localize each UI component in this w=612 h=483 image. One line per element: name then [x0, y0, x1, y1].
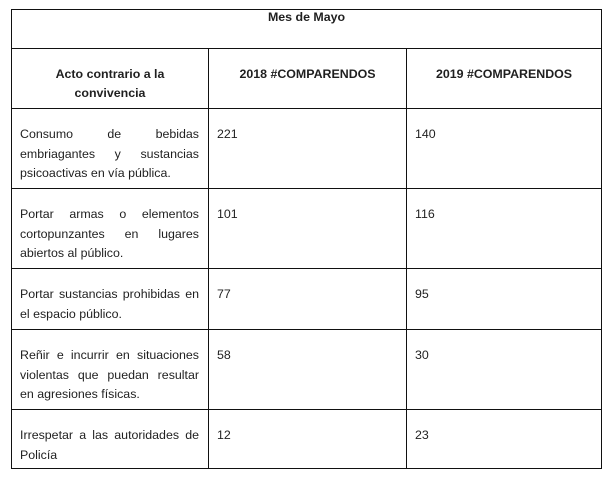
value-2018: 101: [217, 207, 238, 221]
value-2019: 140: [415, 127, 436, 141]
act-text: Reñir e incurrir en situaciones violentas que puedan resultar en agresiones físicas.: [20, 348, 199, 401]
value-2019-cell: [407, 109, 602, 189]
value-2018: 58: [217, 348, 231, 362]
value-2019-cell: [407, 330, 602, 410]
value-2019-cell: [407, 410, 602, 469]
header-2018-label: 2018 #COMPARENDOS: [239, 67, 376, 81]
value-2018-cell: [209, 330, 407, 410]
value-2018-cell: [209, 189, 407, 269]
value-2018: 77: [217, 287, 231, 301]
header-act-label: Acto contrario a la convivencia: [55, 67, 165, 100]
header-2019-label: 2019 #COMPARENDOS: [435, 67, 573, 81]
act-text: Portar armas o elementos cortopunzantes en lugares abiertos al público.: [20, 207, 199, 260]
value-2018: 12: [217, 428, 231, 442]
comparendos-table: [11, 9, 602, 469]
value-2019-cell: [407, 269, 602, 330]
table-title: Mes de Mayo: [12, 10, 602, 49]
table-row: [12, 109, 602, 189]
act-text: Portar sustancias prohibidas en el espacio público.: [20, 287, 199, 321]
table-row: [12, 189, 602, 269]
value-2019: 23: [415, 428, 429, 442]
value-2018: 221: [217, 127, 238, 141]
value-2018-cell: [209, 410, 407, 469]
value-2019: 95: [415, 287, 429, 301]
table-row: [12, 269, 602, 330]
act-cell: [12, 410, 209, 469]
value-2019-cell: [407, 189, 602, 269]
value-2018-cell: [209, 269, 407, 330]
title-row: [12, 10, 602, 49]
act-text: Irrespetar a las autoridades de Policía: [20, 428, 199, 462]
act-cell: [12, 189, 209, 269]
value-2019: 116: [415, 207, 435, 221]
act-cell: [12, 330, 209, 410]
value-2018-cell: [209, 109, 407, 189]
header-row: [12, 49, 602, 109]
act-cell: [12, 269, 209, 330]
header-act: [12, 49, 209, 109]
act-text: Consumo de bebidas embriagantes y sustancias psicoactivas en vía pública.: [20, 127, 199, 180]
value-2019: 30: [415, 348, 429, 362]
table-row: [12, 410, 602, 469]
header-2019: [407, 49, 602, 109]
table-row: [12, 330, 602, 410]
act-cell: [12, 109, 209, 189]
header-2018: [209, 49, 407, 109]
